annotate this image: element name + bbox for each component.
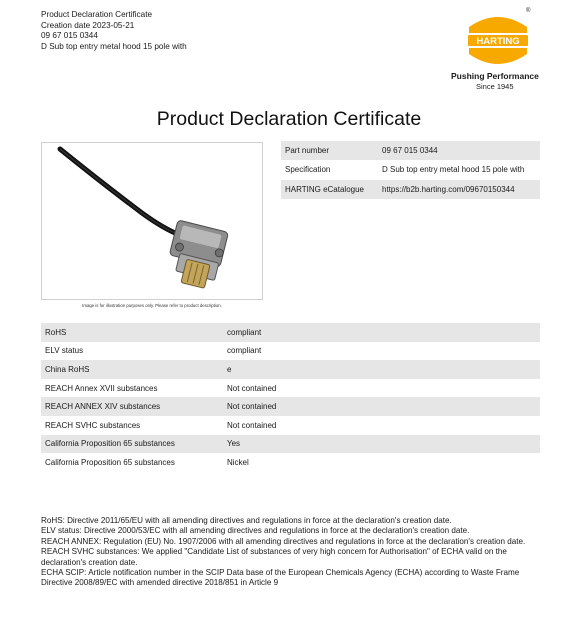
compliance-label: REACH SVHC substances: [45, 420, 141, 430]
note-reach-annex: REACH ANNEX: Regulation (EU) No. 1907/2006 with all amending directives and regulations in force at the declaration's creation date.: [41, 536, 526, 546]
compliance-value: Yes: [223, 435, 540, 454]
spec-row: [281, 180, 540, 199]
compliance-value: compliant: [223, 323, 540, 342]
note-reach-svhc: REACH SVHC substances: We applied "Candidate List of substances of very high concern for Authorisation" of ECHA valid on the declaration's creation date.: [41, 547, 507, 567]
logo-text: HARTING: [476, 36, 520, 47]
logo-top-arc: [469, 17, 527, 33]
brand-since: Since 1945: [476, 82, 514, 91]
compliance-label: ELV status: [45, 346, 84, 356]
spec-value: 09 67 015 0344: [378, 141, 540, 160]
compliance-table: [41, 323, 540, 472]
compliance-row: [41, 342, 540, 361]
product-image: [41, 142, 263, 300]
compliance-label: REACH Annex XVII substances: [45, 383, 158, 393]
ecatalogue-link[interactable]: https://b2b.harting.com/09670150344: [378, 180, 540, 199]
compliance-row: [41, 397, 540, 416]
header-info: [41, 10, 187, 52]
compliance-row: [41, 379, 540, 398]
compliance-label: China RoHS: [41, 360, 223, 379]
header-description: D Sub top entry metal hood 15 pole with: [41, 41, 187, 51]
compliance-label: REACH ANNEX XIV substances: [41, 397, 223, 416]
compliance-label: California Proposition 65 substances: [45, 457, 175, 467]
compliance-row: [41, 360, 540, 379]
harting-logo: [466, 10, 530, 66]
brand-slogan: Pushing Performance: [451, 71, 539, 81]
header-creation-date: Creation date 2023-05-21: [41, 20, 135, 30]
compliance-value: compliant: [227, 346, 262, 356]
compliance-label: California Proposition 65 substances: [41, 435, 223, 454]
compliance-value: Not contained: [227, 420, 277, 430]
compliance-value: Not contained: [227, 383, 277, 393]
compliance-value: Not contained: [223, 397, 540, 416]
spec-label: HARTING eCatalogue: [281, 180, 378, 199]
spec-value: D Sub top entry metal hood 15 pole with: [382, 165, 525, 175]
logo-bottom-arc: [469, 48, 527, 64]
header-doc-title: Product Declaration Certificate: [41, 10, 153, 19]
compliance-value: Nickel: [227, 457, 249, 467]
compliance-row: [41, 435, 540, 454]
footnotes: [41, 516, 541, 589]
spec-label: Specification: [285, 165, 331, 175]
spec-table: [281, 141, 540, 199]
compliance-row: [41, 453, 540, 472]
note-rohs: RoHS: Directive 2011/65/EU with all amending directives and regulations in force at the declaration's creation date.: [41, 516, 452, 525]
note-echa-scip: ECHA SCIP: Article notification number in the SCIP Data base of the European Chemicals Agency (ECHA) according to Waste Frame Directive 2008/89/EC with amended directive 2018/851 in Article 9: [41, 568, 520, 588]
compliance-row: [41, 323, 540, 342]
spec-row: [281, 141, 540, 160]
image-caption: Image is for illustration purposes only. Please refer to product description.: [82, 303, 222, 308]
spec-row: [281, 160, 540, 179]
compliance-row: [41, 416, 540, 435]
note-elv: ELV status: Directive 2000/53/EC with all amending directives and regulations in force at the declaration's creation date.: [41, 526, 470, 536]
header-part-number: 09 67 015 0344: [41, 31, 98, 40]
registered-mark: ®: [526, 8, 531, 14]
page-title: Product Declaration Certificate: [156, 108, 422, 130]
compliance-label: RoHS: [41, 323, 223, 342]
compliance-value: e: [223, 360, 540, 379]
connector-illustration: [42, 143, 262, 299]
spec-label: Part number: [281, 141, 378, 160]
